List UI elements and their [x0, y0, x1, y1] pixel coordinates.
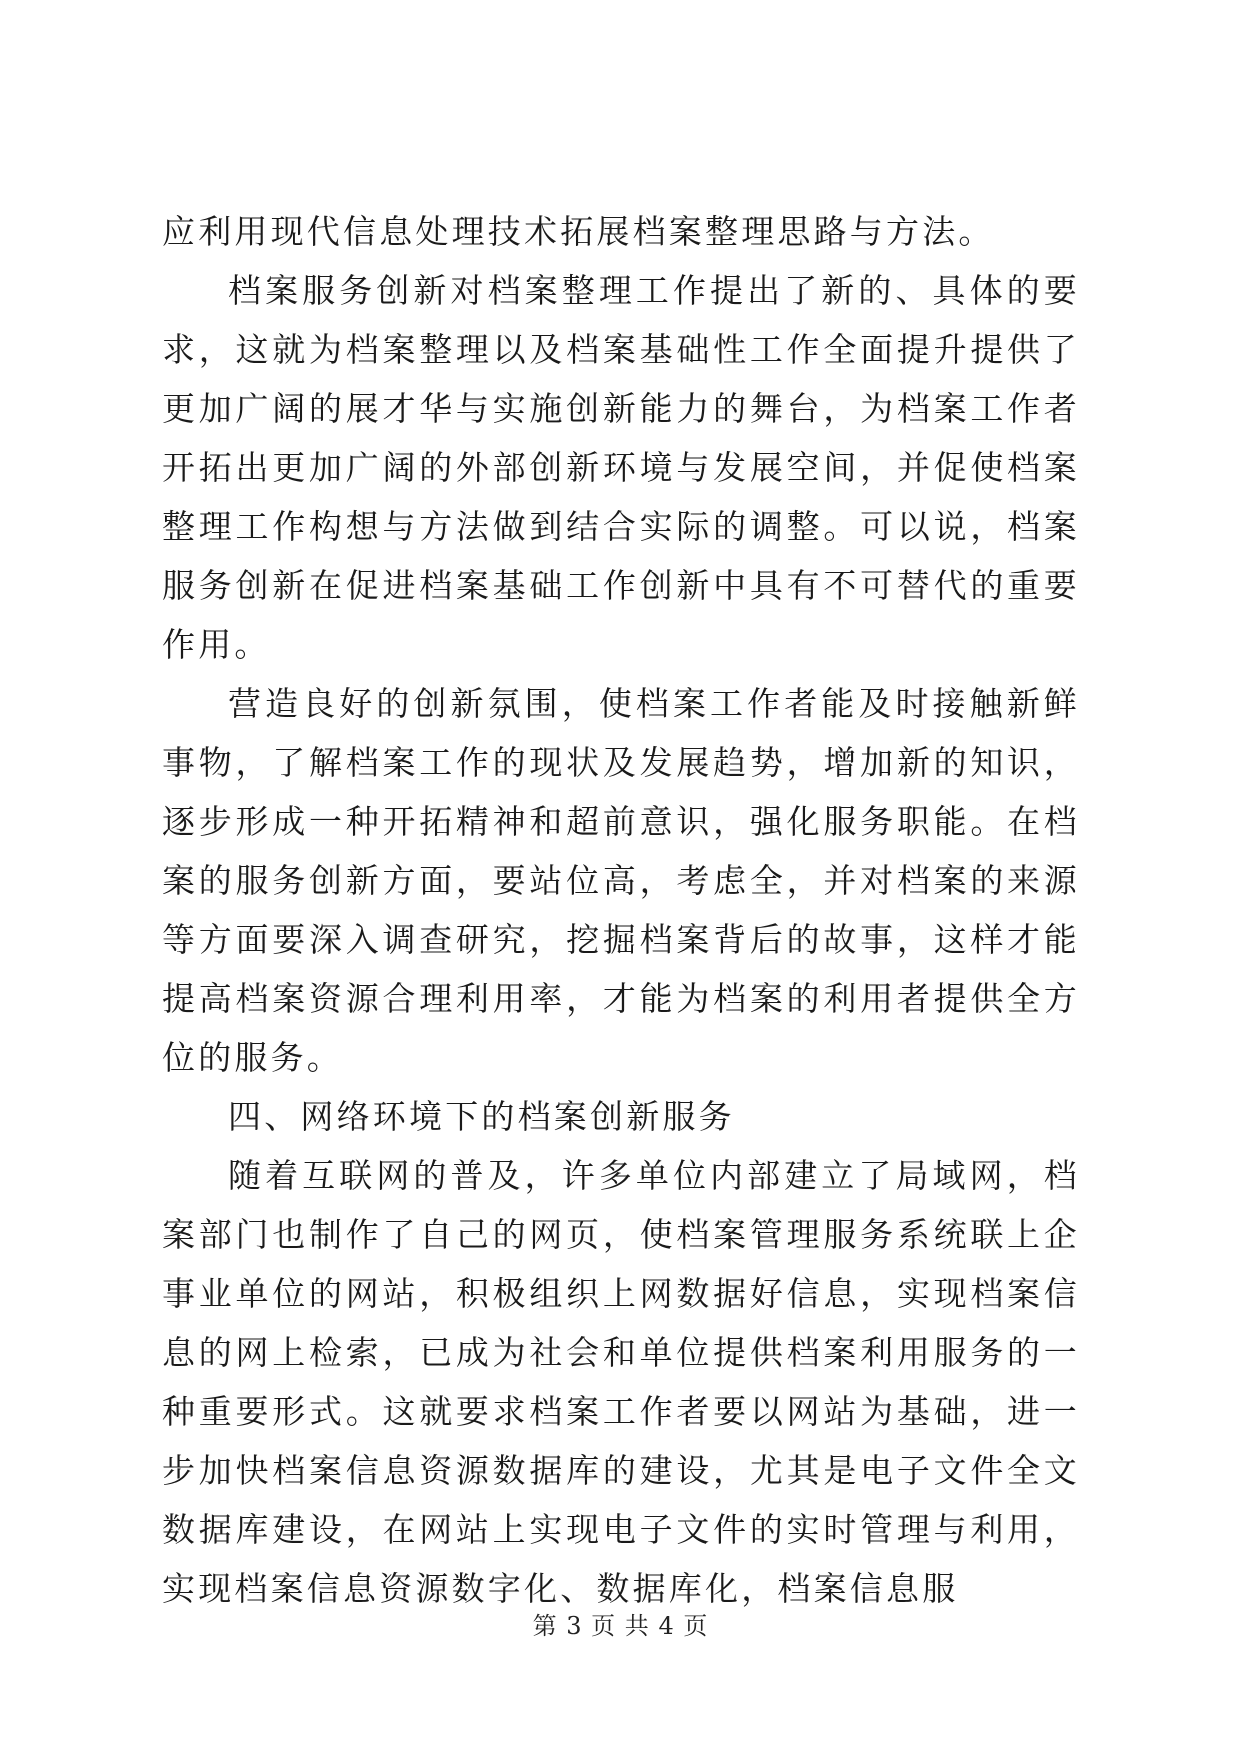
paragraph-1: 应利用现代信息处理技术拓展档案整理思路与方法。: [162, 212, 995, 251]
section-heading: 四、网络环境下的档案创新服务: [228, 1097, 735, 1136]
paragraph-4: 随着互联网的普及，许多单位内部建立了局域网，档案部门也制作了自己的网页，使档案管理服务系统联上企事业单位的网站，积极组织上网数据好信息，实现档案信息的网上检索，已成为社会和单位提供档案利用服务的一种重要形式。这就要求档案工作者要以网站为基础，进一步加快档案信息资源数据库的建设，尤其是电子文件全文数据库建设，在网站上实现电子文件的实时管理与利用，实现档案信息资源数字化、数据库化，档案信息服: [162, 1156, 1080, 1608]
page-footer: 第 3 页 共 4 页: [532, 1612, 709, 1640]
document-body: [162, 202, 1080, 1618]
paragraph-3: 营造良好的创新氛围，使档案工作者能及时接触新鲜事物，了解档案工作的现状及发展趋势，增加新的知识，逐步形成一种开拓精神和超前意识，强化服务职能。在档案的服务创新方面，要站位高，考虑全，并对档案的来源等方面要深入调查研究，挖掘档案背后的故事，这样才能提高档案资源合理利用率，才能为档案的利用者提供全方位的服务。: [162, 684, 1080, 1077]
paragraph-2: 档案服务创新对档案整理工作提出了新的、具体的要求，这就为档案整理以及档案基础性工作全面提升提供了更加广阔的展才华与实施创新能力的舞台，为档案工作者开拓出更加广阔的外部创新环境与发展空间，并促使档案整理工作构想与方法做到结合实际的调整。可以说，档案服务创新在促进档案基础工作创新中具有不可替代的重要作用。: [162, 271, 1080, 664]
